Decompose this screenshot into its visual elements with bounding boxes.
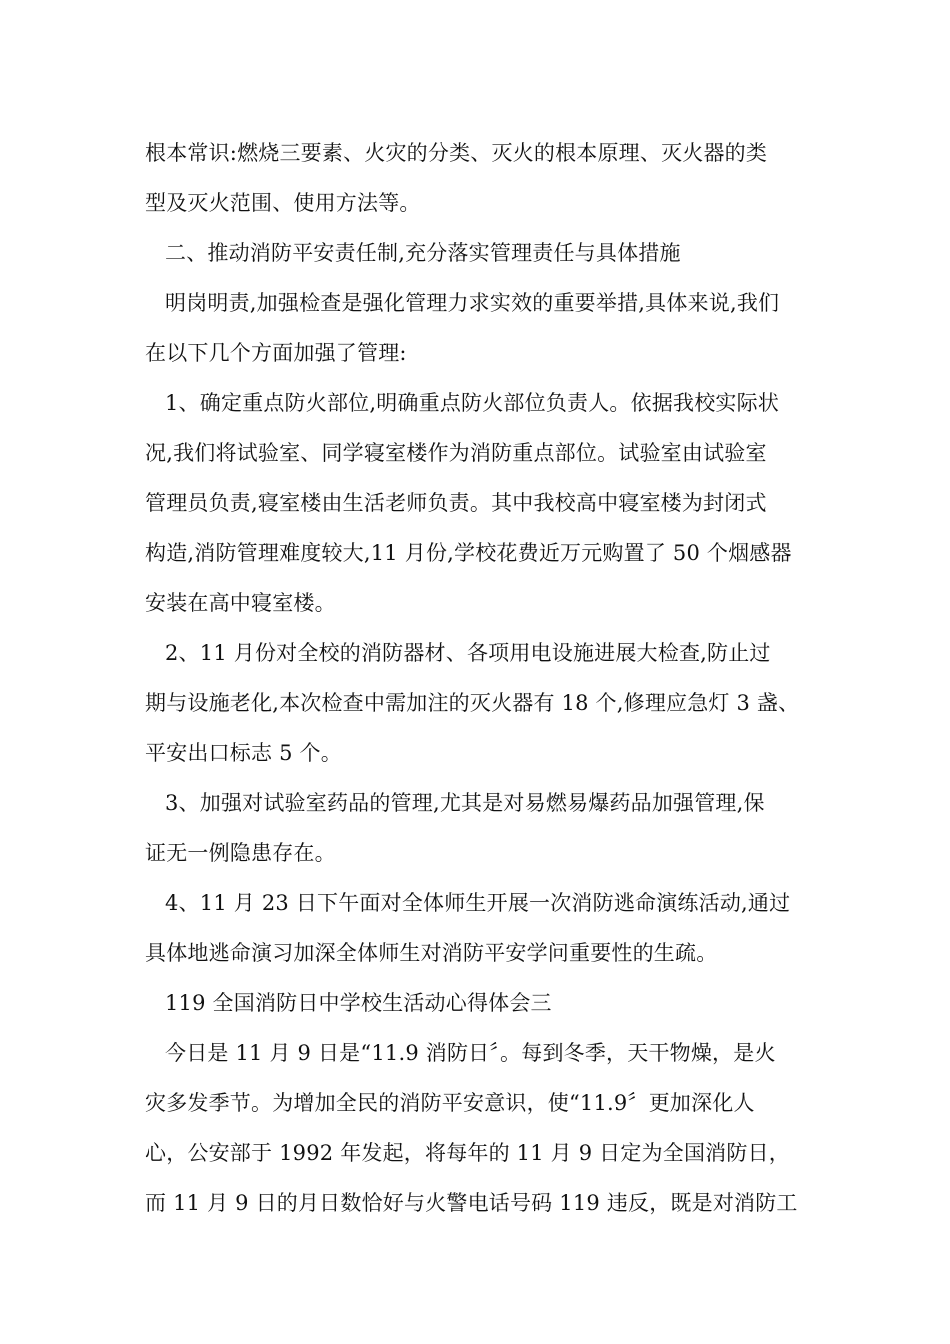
document-body: [145, 128, 815, 1228]
text-line: 期与设施老化,本次检查中需加注的灭火器有 18 个,修理应急灯 3 盏、: [145, 691, 800, 715]
list-item-1-start: 1、确定重点防火部位,明确重点防火部位负责人。依据我校实际状: [165, 391, 780, 415]
text-line: 安装在高中寝室楼。: [145, 591, 336, 615]
text-line: 管理员负责,寝室楼由生活老师负责。其中我校高中寝室楼为封闭式: [145, 491, 767, 515]
text-line: 心，公安部于 1992 年发起，将每年的 11 月 9 日定为全国消防日，: [145, 1141, 790, 1165]
text-line: 具体地逃命演习加深全体师生对消防平安学问重要性的生疏。: [145, 941, 718, 965]
list-item-4-start: 4、11 月 23 日下午面对全体师生开展一次消防逃命演练活动,通过: [165, 891, 791, 915]
text-line: 况,我们将试验室、同学寝室楼作为消防重点部位。试验室由试验室: [145, 441, 767, 465]
paragraph-start: 今日是 11 月 9 日是“11.9 消防日〞。每到冬季，天干物燥，是火: [165, 1041, 776, 1065]
list-item-3-start: 3、加强对试验室药品的管理,尤其是对易燃易爆药品加强管理,保: [165, 791, 765, 815]
article-title: 119 全国消防日中学校生活动心得体会三: [165, 991, 552, 1015]
list-item-2-start: 2、11 月份对全校的消防器材、各项用电设施进展大检查,防止过: [165, 641, 771, 665]
text-line: 灾多发季节。为增加全民的消防平安意识，使“11.9〞更加深化人: [145, 1091, 755, 1115]
text-line: 平安出口标志 5 个。: [145, 741, 342, 765]
text-line: 在以下几个方面加强了管理:: [145, 341, 407, 365]
text-line: 构造,消防管理难度较大,11 月份,学校花费近万元购置了 50 个烟感器: [145, 541, 792, 565]
text-line: 型及灭火范围、使用方法等。: [145, 191, 421, 215]
text-line: 而 11 月 9 日的月日数恰好与火警电话号码 119 违反，既是对消防工: [145, 1191, 798, 1215]
text-line: 证无一例隐患存在。: [145, 841, 336, 865]
text-line: 根本常识:燃烧三要素、火灾的分类、灭火的根本原理、灭火器的类: [145, 141, 768, 165]
paragraph-start: 明岗明责,加强检查是强化管理力求实效的重要举措,具体来说,我们: [165, 291, 780, 315]
section-heading: 二、推动消防平安责任制,充分落实管理责任与具体措施: [165, 241, 681, 265]
